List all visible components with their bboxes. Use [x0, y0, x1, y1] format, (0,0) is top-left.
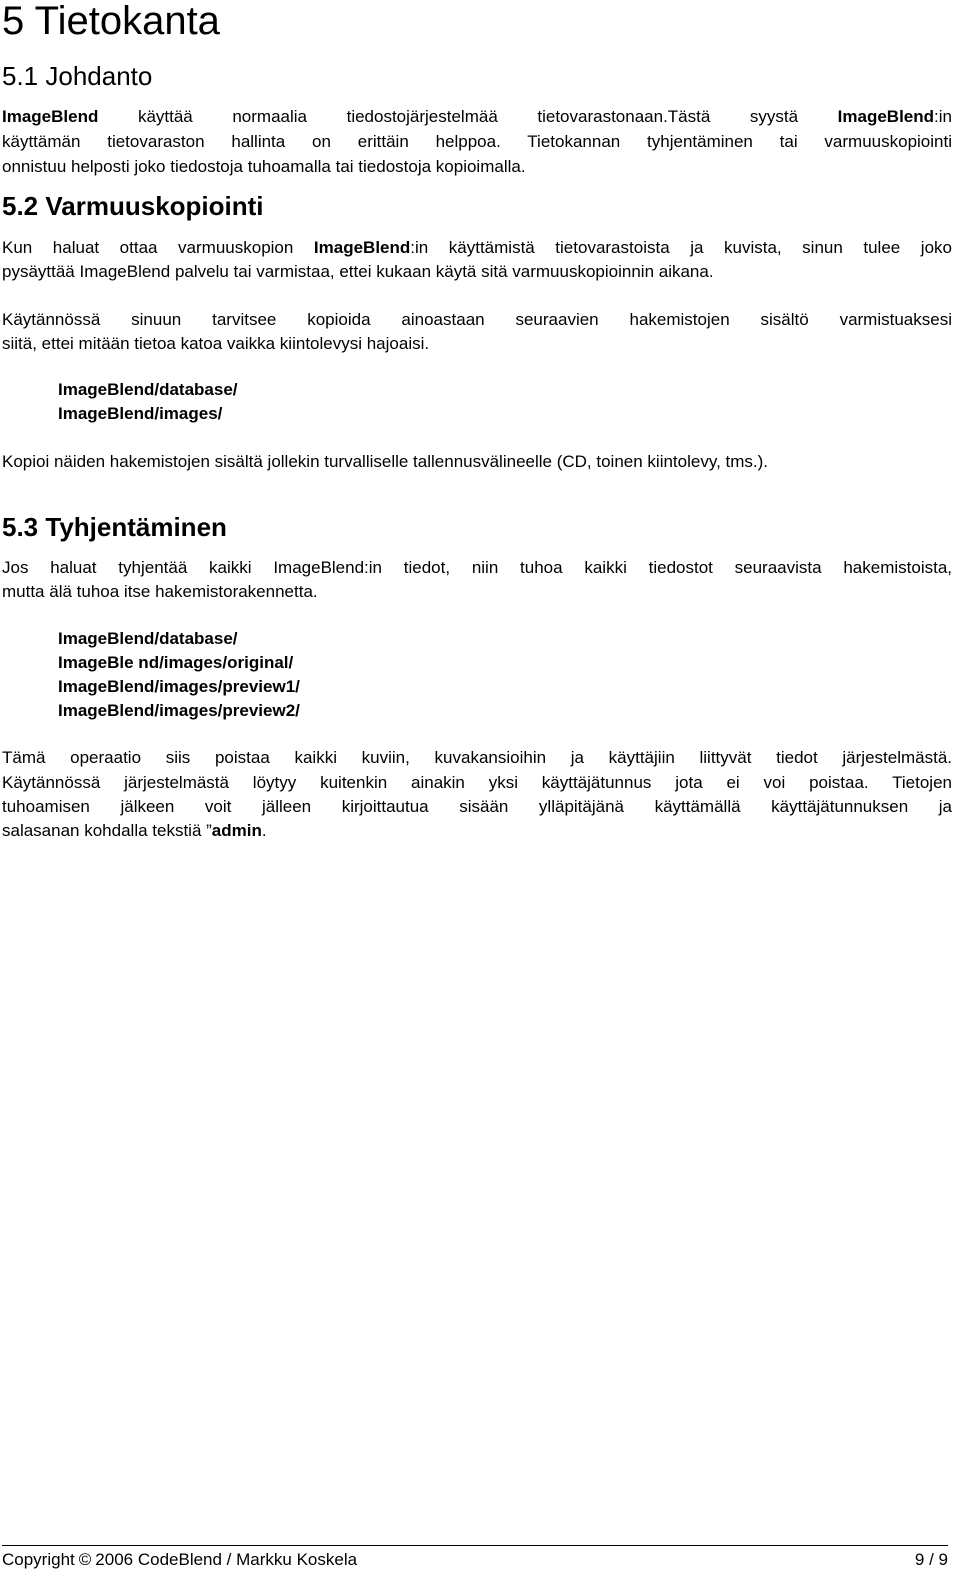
intro-paragraph-line-3: onnistuu helposti joko tiedostoja tuhoamalla tai tiedostoja kopioimalla.	[2, 157, 526, 176]
path-item: ImageBle nd/images/original/	[58, 653, 294, 672]
clear-paragraph-1-line-2: mutta älä tuhoa itse hakemistorakennetta.	[2, 582, 318, 601]
product-name: ImageBlend	[2, 107, 99, 126]
backup-path-list	[58, 378, 238, 426]
clear-paragraph-1-line-1: Jos haluat tyhjentää kaikki ImageBlend:in tiedot, niin tuhoa kaikki tiedostot seuraavista hakemistoista,	[2, 558, 952, 577]
section-title-backup: 5.2 Varmuuskopiointi	[2, 191, 264, 221]
clear-paragraph-2-line-2: Käytännössä järjestelmästä löytyy kuitenkin ainakin yksi käyttäjätunnus jota ei voi poistaa. Tietojen	[2, 773, 952, 792]
backup-paragraph-1-line-2: pysäyttää ImageBlend palvelu tai varmistaa, ettei kukaan käytä sitä varmuuskopioinnin aikana.	[2, 262, 714, 281]
backup-paragraph-2-line-1: Käytännössä sinuun tarvitsee kopioida ainoastaan seuraavien hakemistojen sisältö varmistuaksesi	[2, 310, 952, 329]
section-title-intro: 5.1 Johdanto	[2, 61, 153, 91]
product-name: ImageBlend	[837, 107, 935, 126]
backup-paragraph-2-line-2: siitä, ettei mitään tietoa katoa vaikka kiintolevysi hajoaisi.	[2, 334, 430, 353]
chapter-title: 5 Tietokanta	[2, 0, 220, 43]
copyright-icon: ©	[78, 1550, 92, 1569]
clear-paragraph-2-line-4: salasanan kohdalla tekstiä ”admin.	[2, 821, 267, 840]
backup-paragraph-1-line-1: Kun haluat ottaa varmuuskopion ImageBlend:in käyttämistä tietovarastoista ja kuvista, sinun tulee joko	[2, 238, 952, 257]
clear-path-list	[58, 627, 300, 723]
intro-paragraph-line-2: käyttämän tietovaraston hallinta on erittäin helppoa. Tietokannan tyhjentäminen tai varmuuskopiointi	[2, 132, 952, 151]
path-item: ImageBlend/images/preview2/	[58, 701, 300, 720]
path-item: ImageBlend/images/preview1/	[58, 677, 300, 696]
path-item: ImageBlend/database/	[58, 380, 238, 399]
page-footer	[2, 1548, 948, 1572]
path-item: ImageBlend/images/	[58, 404, 223, 423]
product-name: ImageBlend	[313, 238, 411, 257]
clear-paragraph-2-line-1: Tämä operaatio siis poistaa kaikki kuviin, kuvakansioihin ja käyttäjiin liittyvät tiedot järjestelmästä.	[2, 748, 952, 767]
footer-divider	[2, 1545, 948, 1546]
page-number: 9 / 9	[914, 1550, 948, 1569]
section-title-clear: 5.3 Tyhjentäminen	[2, 512, 227, 542]
backup-paragraph-3: Kopioi näiden hakemistojen sisältä jollekin turvalliselle tallennusvälineelle (CD, toinen kiintolevy, tms.).	[2, 452, 769, 471]
path-item: ImageBlend/database/	[58, 629, 238, 648]
intro-paragraph-line-1: ImageBlend käyttää normaalia tiedostojärjestelmää tietovarastonaan.Tästä syystä ImageBlend:in	[2, 107, 952, 126]
footer-copyright: Copyright © 2006 CodeBlend / Markku Koskela	[2, 1548, 357, 1572]
clear-paragraph-2-line-3: tuhoamisen jälkeen voit jälleen kirjoittautua sisään ylläpitäjänä käyttämällä käyttäjätunnuksen ja	[2, 797, 952, 816]
admin-keyword: admin	[211, 821, 262, 840]
